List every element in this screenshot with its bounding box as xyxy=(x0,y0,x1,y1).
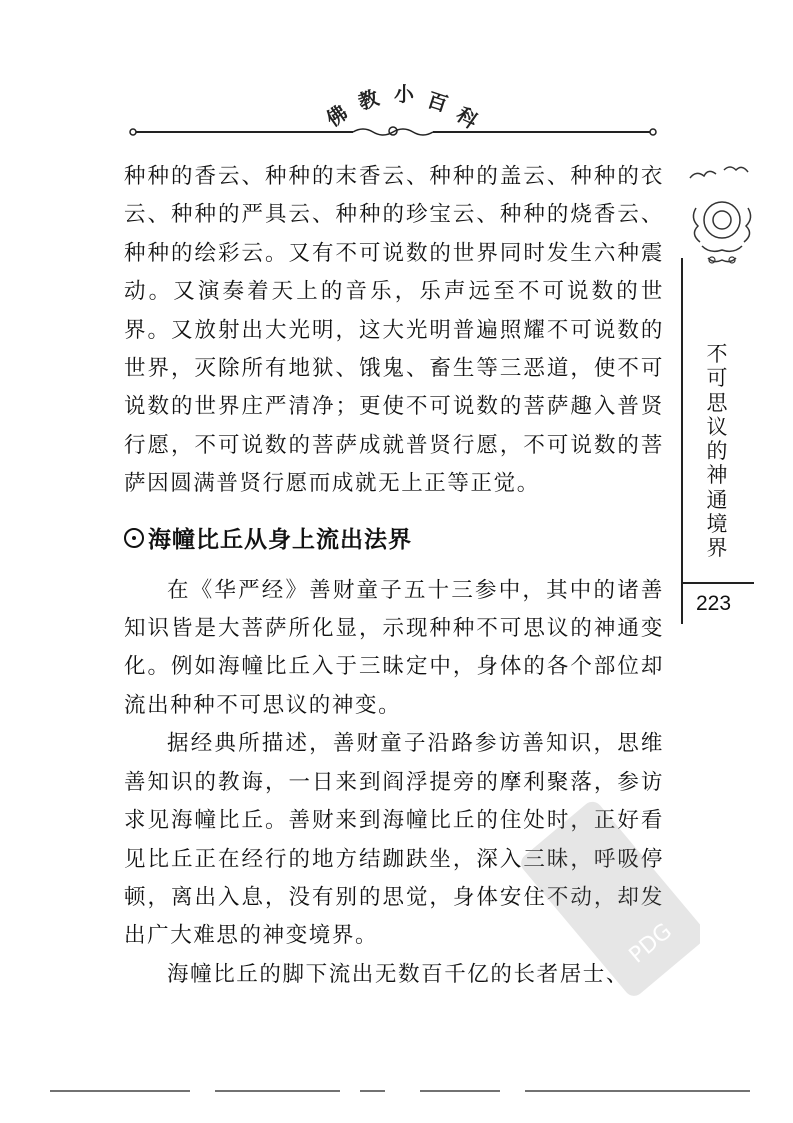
series-title-char: 佛 xyxy=(321,100,352,132)
page-number: 223 xyxy=(696,592,732,615)
series-title-char: 小 xyxy=(394,82,414,106)
paragraph: 据经典所描述，善财童子沿路参访善知识，思维善知识的教诲，一日来到阎浮提旁的摩利聚落，参访求见海幢比丘。善财来到海幢比丘的住处时，正好看见比丘正在经行的地方结跏趺坐，深入三昧，呼吸停顿，离出入息，没有别的思觉，身体安住不动，却发出广大难思的神变境界。 xyxy=(124,731,664,949)
side-divider xyxy=(681,582,754,584)
chapter-title-char: 神 xyxy=(706,463,728,488)
chapter-title-char: 通 xyxy=(706,487,728,512)
paragraph: 在《华严经》善财童子五十三参中，其中的诸善知识皆是大菩萨所化显，示现种种不可思议的神通变化。例如海幢比丘入于三昧定中，身体的各个部位却流出种种不可思议的神变。 xyxy=(124,577,664,718)
chapter-title-char: 境 xyxy=(706,512,728,537)
chapter-title-char: 的 xyxy=(706,439,728,464)
paragraph: 种种的香云、种种的末香云、种种的盖云、种种的衣云、种种的严具云、种种的珍宝云、种种的烧香云、种种的绘彩云。又有不可说数的世界同时发生六种震动。又演奏着天上的音乐，乐声远至不可说数的世界。又放射出大光明，这大光明普遍照耀不可说数的世界，灭除所有地狱、饿鬼、畜生等三恶道，使不可说数的世界庄严清净；更使不可说数的菩萨趣入普贤行愿，不可说数的菩萨成就普贤行愿，不可说数的菩萨因圆满普贤行愿而成就无上正等正觉。 xyxy=(124,164,664,497)
chapter-title-char: 可 xyxy=(706,366,728,391)
watermark-seal xyxy=(520,790,700,1000)
watermark-text: PDG xyxy=(624,918,677,969)
series-title-char: 科 xyxy=(452,102,483,134)
chapter-title-char: 不 xyxy=(706,342,728,366)
section-heading xyxy=(124,510,664,566)
chapter-title-char: 界 xyxy=(706,536,728,561)
circled-dot-icon xyxy=(124,528,144,548)
series-title-char: 百 xyxy=(424,87,451,117)
side-divider xyxy=(681,258,683,583)
chapter-title-char: 思 xyxy=(706,390,728,415)
side-divider xyxy=(681,584,683,624)
paragraph: 海幢比丘的脚下流出无数百千亿的长者居士、 xyxy=(167,961,630,987)
cloud-ornament-icon xyxy=(682,148,762,278)
header-ornament-rule xyxy=(128,126,658,138)
series-title-char: 教 xyxy=(355,85,382,115)
series-title xyxy=(318,80,488,134)
section-heading-text: 海幢比丘从身上流出法界 xyxy=(148,527,412,554)
footer-rule xyxy=(40,1086,760,1096)
chapter-title xyxy=(700,342,734,561)
chapter-title-char: 议 xyxy=(706,414,728,439)
